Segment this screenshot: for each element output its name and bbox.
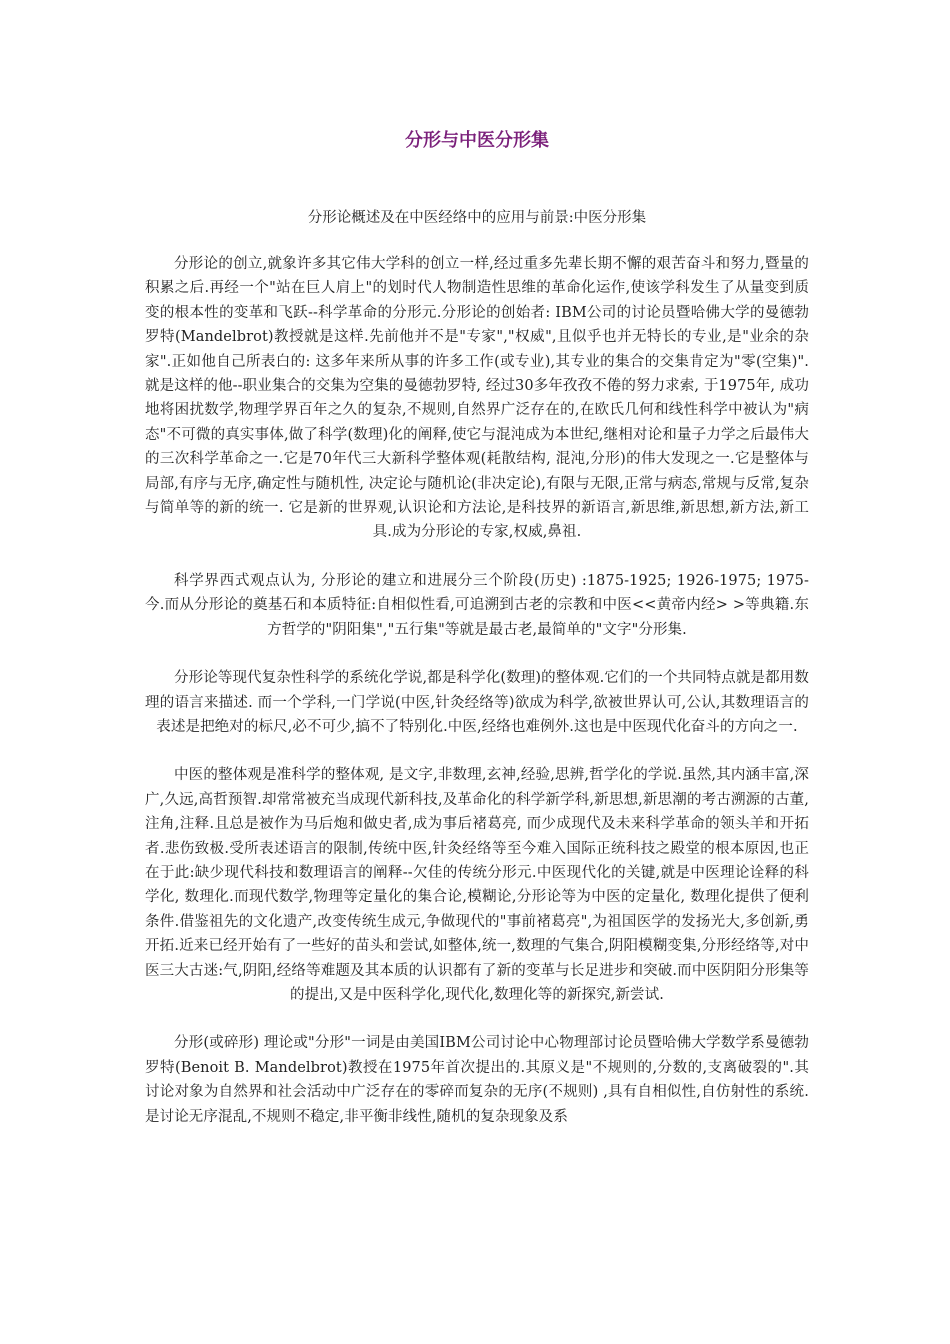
document-title: 分形与中医分形集 <box>405 130 549 151</box>
document-page <box>145 0 809 1344</box>
document-body <box>145 252 809 1153</box>
paragraph-tcm-holism: 中医的整体观是准科学的整体观, 是文字,非数理,玄神,经验,思辨,哲学化的学说.虽然,其内涵丰富,深广,久远,高哲预智.却常常被充当成现代新科技,及革命化的科学新学科,新思想,新思潮的考古溯源的古董,注角,注释.且总是被作为马后炮和做史者,成为事后褚葛亮, 而少成现代及未来科学革命的领头羊和开拓者.悲伤致极.受所表述语言的限制,传统中医,针灸经络等至今难入国际正统科技之殿堂的根本原因,也正在于此:缺少现代科技和数理语言的阐释--欠佳的传统分形元.中医现代化的关键,就是中医理论诠释的科学化, 数理化.而现代数学,物理等定量化的集合论,模糊论,分形论等为中医的定量化, 数理化提供了便利条件.借鉴祖先的文化遗产,改变传统生成元,争做现代的"事前褚葛亮",为祖国医学的发扬光大,多创新,勇开拓.近来已经开始有了一些好的苗头和尝试,如整体,统一,数理的气集合,阴阳模糊变集,分形经络等,对中医三大古迷:气,阴阳,经络等难题及其本质的认识都有了新的变革与长足进步和突破.而中医阴阳分形集等的提出,又是中医科学化,现代化,数理化等的新探究,新尝试. <box>145 767 809 1003</box>
document-subtitle: 分形论概述及在中医经络中的应用与前景:中医分形集 <box>307 210 647 226</box>
paragraph-fractal-definition: 分形(或碎形) 理论或"分形"一词是由美国IBM公司讨论中心物理部讨论员暨哈佛大学数学系曼德勃罗特(Benoit B. Mandelbrot)教授在1975年首次提出的.其原义是"不规则的,分数的,支离破裂的".其讨论对象为自然界和社会活动中广泛存在的零碎而复杂的无序(不规则) ,具有自相似性,自仿射性的系统.是讨论无序混乱,不规则不稳定,非平衡非线性,随机的复杂现象及系 <box>145 1035 809 1125</box>
paragraph-fractal-origin: 分形论的创立,就象许多其它伟大学科的创立一样,经过重多先辈长期不懈的艰苦奋斗和努力,暨量的积累之后.再经一个"站在巨人肩上"的划时代人物制造性思维的革命化运作,使该学科发生了从量变到质变的根本性的变革和飞跃--科学革命的分形元.分形论的创始者: IBM公司的讨论员暨哈佛大学的曼德勃罗特(Mandelbrot)教授就是这样.先前他并不是"专家","权威",且似乎也并无特长的专业,是"业余的杂家".正如他自己所表白的: 这多年来所从事的许多工作(或专业),其专业的集合的交集肯定为"零(空集)".就是这样的他--职业集合的交集为空集的曼德勃罗特, 经过30多年孜孜不倦的努力求索, 于1975年, 成功地将困扰数学,物理学界百年之久的复杂,不规则,自然界广泛存在的,在欧氏几何和线性科学中被认为"病态"不可微的真实事体,做了科学(数理)化的阐释,使它与混沌成为本世纪,继相对论和量子力学之后最伟大的三次科学革命之一.它是70年代三大新科学整体观(耗散结构, 混沌,分形)的伟大发现之一.它是整体与局部,有序与无序,确定性与随机性, 决定论与随机论(非决定论),有限与无限,正常与病态,常规与反常,复杂与简单等的新的统一. 它是新的世界观,认识论和方法论,是科技界的新语言,新思维,新思想,新方法,新工具.成为分形论的专家,权威,鼻祖. <box>145 256 809 541</box>
paragraph-history-stages: 科学界西式观点认为, 分形论的建立和进展分三个阶段(历史) :1875-1925; 1926-1975; 1975-今.而从分形论的奠基石和本质特征:自相似性看,可追溯到古老的宗教和中医<<黄帝内经> >等典籍.东方哲学的"阴阳集","五行集"等就是最古老,最简单的"文字"分形集. <box>145 572 809 638</box>
paragraph-complexity-science: 分形论等现代复杂性科学的系统化学说,都是科学化(数理)的整体观.它们的一个共同特点就是都用数理的语言来描述. 而一个学科,一门学说(中医,针灸经络等)欲成为科学,欲被世界认可,公认,其数理语言的表述是把绝对的标尺,必不可少,搞不了特别化.中医,经络也难例外.这也是中医现代化奋斗的方向之一. <box>145 670 809 735</box>
